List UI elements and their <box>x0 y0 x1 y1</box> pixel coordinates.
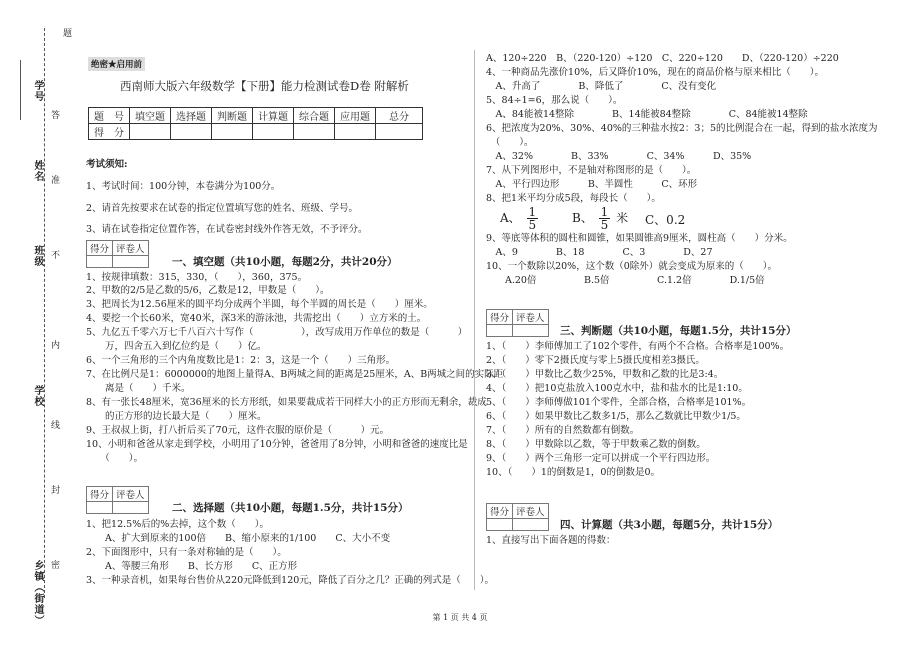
notice-item: 1、考试时间：100分钟，本卷满分为100分。 <box>86 181 281 192</box>
question-line: A、等腰三角形 B、长方形 C、正方形 <box>86 561 298 572</box>
question-line: 8、把1米平均分成5段，每段长（ ）。 <box>486 193 661 204</box>
fraction-denominator: 5 <box>528 218 537 232</box>
question-line: 4、一种商品先涨价10%，后又降价10%，现在的商品价格与原来相比（ ）。 <box>486 67 825 78</box>
question-line: 3、（ ）甲数比乙数少25%，甲数和乙数的比是3:4。 <box>486 369 724 380</box>
seal-dashed-line <box>44 28 45 598</box>
score-table-cell: 题 号 <box>89 108 130 124</box>
question-line: 2、甲数的2/5是乙数的5/6，乙数是12，甲数是（ ）。 <box>86 285 330 296</box>
seal-char: 不 <box>49 250 59 260</box>
margin-label-name: 姓名 <box>32 160 43 182</box>
question-line: 1、按规律填数：315，330，（ ），360，375。 <box>86 272 308 283</box>
score-table-cell: 选择题 <box>171 108 212 124</box>
grader-score-label: 得分 <box>487 504 513 519</box>
seal-char: 线 <box>49 420 59 430</box>
fraction <box>599 206 611 231</box>
question-line: 9、王叔叔上街，打八折后买了70元，这件衣服的原价是（ ）元。 <box>86 425 390 436</box>
grader-box <box>486 309 549 337</box>
margin-label-student-id: 学号 <box>32 80 43 102</box>
id-underline <box>20 60 21 120</box>
question-line: A、32% B、33% C、34% D、35% <box>486 151 752 162</box>
question-line: 3、把周长为12.56厘米的圆平均分成两个半圆，每个半圆的周长是（ ）厘米。 <box>86 299 433 310</box>
margin-label-school: 学校 <box>32 385 43 407</box>
question-line: 离是（ ）千米。 <box>86 383 191 394</box>
question-line: 2、（ ）零下2摄氏度与零上5摄氏度相差3摄氏。 <box>486 355 705 366</box>
question-line: 10、一个数除以20%，这个数（0除外）就会变成为原来的（ ）。 <box>486 261 777 272</box>
grader-reviewer-label: 评卷人 <box>113 241 149 256</box>
score-input-cell[interactable] <box>294 124 335 140</box>
section-4-title: 四、计算题（共3小题，每题5分，共计15分） <box>560 519 779 531</box>
question-line: 1、把12.5%后的%去掉，这个数（ ）。 <box>86 519 270 530</box>
section-3-title: 三、判断题（共10小题，每题1.5分，共计15分） <box>560 325 797 337</box>
grader-score-label: 得分 <box>87 487 113 502</box>
question-line: 5、84÷1=6，那么说（ ）。 <box>486 95 623 106</box>
question-line: 9、等底等体积的圆柱和圆锥，如果圆锥高9厘米，圆柱高（ ）分米。 <box>486 233 793 244</box>
fraction-numerator: 1 <box>600 205 609 219</box>
grader-score-cell[interactable] <box>487 325 513 337</box>
grader-reviewer-cell[interactable] <box>113 502 149 514</box>
question-line: 6、（ ）如果甲数比乙数多1/5，那么乙数就比甲数少1/5。 <box>486 411 746 422</box>
question-line: 4、（ ）把10克盐放入100克水中，盐和盐水的比是1:10。 <box>486 383 748 394</box>
q8-option-a-prefix: A、 <box>500 211 521 225</box>
score-table-cell: 计算题 <box>253 108 294 124</box>
question-line: A、升高了 B、降低了 C、没有变化 <box>486 81 717 92</box>
notice-heading: 考试须知: <box>86 159 128 170</box>
question-line: 7、在比例尺是1：6000000的地图上量得A、B两城之间的距离是25厘米，A、B两城之间的实际距 <box>86 369 504 380</box>
question-line: 5、九亿五千零六万七千八百六十写作（ ），改写成用万作单位的数是（ ） <box>86 327 468 338</box>
section-2-title: 二、选择题（共10小题，每题1.5分，共计15分） <box>172 502 409 514</box>
notice-item: 2、请首先按要求在试卷的指定位置填写您的姓名、班级、学号。 <box>86 203 359 214</box>
grader-reviewer-label: 评卷人 <box>513 504 549 519</box>
score-table <box>88 107 423 140</box>
seal-char: 准 <box>49 175 59 185</box>
score-input-cell[interactable] <box>376 124 423 140</box>
q8-option-b-prefix: B、 <box>572 211 593 225</box>
grader-score-cell[interactable] <box>487 519 513 531</box>
score-table-cell: 应用题 <box>335 108 376 124</box>
score-table-cell: 得 分 <box>89 124 130 140</box>
score-input-cell[interactable] <box>130 124 171 140</box>
grader-score-cell[interactable] <box>87 256 113 268</box>
fraction <box>527 206 539 231</box>
grader-reviewer-cell[interactable] <box>513 325 549 337</box>
question-line: 3、一种录音机，如果每台售价从220元降低到120元，降低了百分之几？正确的列式是（ ）。 <box>86 575 495 586</box>
grader-score-label: 得分 <box>87 241 113 256</box>
score-input-cell[interactable] <box>335 124 376 140</box>
grader-score-cell[interactable] <box>87 502 113 514</box>
question-line: 8、有一张长48厘米，宽36厘米的长方形纸，如果要裁成若干同样大小的正方形而无剩余，裁成 <box>86 397 487 408</box>
question-line: A、120÷220 B、（220-120）÷120 C、220÷120 D、（220-120）÷220 <box>486 53 839 64</box>
question-line: A、9 B、18 C、3 D、27 <box>486 247 713 258</box>
question-line: A、84能被14整除 B、14能被84整除 C、84能被14整除 <box>486 109 808 120</box>
question-line: 9、（ ）两个三角形一定可以拼成一个平行四边形。 <box>486 453 716 464</box>
question-line: 10、小明和爸爸从家走到学校，小明用了10分钟，爸爸用了8分钟，小明和爸爸的速度比是 <box>86 439 468 450</box>
score-table-cell: 总分 <box>376 108 423 124</box>
question-line: 10、（ ）1的倒数是1，0的倒数是0。 <box>486 467 661 478</box>
question-line: 7、从下列图形中，不是轴对称图形的是（ ）。 <box>486 165 697 176</box>
question-line: 2、下面图形中，只有一条对称轴的是（ ）。 <box>86 547 287 558</box>
question-line: （ ）。 <box>86 453 144 464</box>
score-input-cell[interactable] <box>253 124 294 140</box>
grader-box <box>486 503 549 531</box>
question-line: 1、直接写出下面各题的得数： <box>486 535 616 546</box>
score-table-cell: 填空题 <box>130 108 171 124</box>
question-line: A、扩大到原来的100倍 B、缩小原来的1/100 C、大小不变 <box>86 533 391 544</box>
score-table-cell: 判断题 <box>212 108 253 124</box>
exam-title: 西南师大版六年级数学【下册】能力检测试卷D卷 附解析 <box>120 79 409 93</box>
grader-reviewer-label: 评卷人 <box>513 310 549 325</box>
question-line: 6、一个三角形的三个内角度数比是1：2：3，这是一个（ ）三角形。 <box>86 355 396 366</box>
question-line: 5、（ ）李师傅做101个零件，全部合格，合格率是101%。 <box>486 397 752 408</box>
grader-reviewer-label: 评卷人 <box>113 487 149 502</box>
grader-reviewer-cell[interactable] <box>513 519 549 531</box>
question-line: 4、要挖一个长60米，宽40米，深3米的游泳池，共需挖出（ ）立方米的土。 <box>86 313 427 324</box>
grader-box <box>86 240 149 268</box>
score-table-score-row <box>89 124 423 140</box>
margin-label-class: 班级 <box>32 245 43 267</box>
score-table-cell: 综合题 <box>294 108 335 124</box>
grader-reviewer-cell[interactable] <box>113 256 149 268</box>
confidential-stamp: 绝密★启用前 <box>88 57 145 71</box>
q8-option-a <box>500 206 540 231</box>
question-line: 的正方形的边长最大是（ ）厘米。 <box>86 411 267 422</box>
score-input-cell[interactable] <box>171 124 212 140</box>
score-table-header-row <box>89 108 423 124</box>
question-line: A.20倍 B.5倍 C.1.2倍 D.1/5倍 <box>486 275 765 286</box>
seal-char: 封 <box>49 485 59 495</box>
margin-label-district: 乡镇（街道） <box>32 560 43 626</box>
fraction-numerator: 1 <box>528 205 537 219</box>
question-line: A、平行四边形 B、半圆性 C、环形 <box>486 179 698 190</box>
question-line: 万，四舍五入到亿位约是（ ）亿。 <box>86 341 267 352</box>
score-input-cell[interactable] <box>212 124 253 140</box>
question-line: 6、把浓度为20%、30%、40%的三种盐水按2：3；5的比例混合在一起，得到的盐水浓度为 <box>486 123 878 134</box>
question-line: （ ）。 <box>486 137 534 148</box>
margin-top-char: 题 <box>61 28 71 38</box>
seal-char: 密 <box>49 560 59 570</box>
seal-char: 内 <box>49 340 59 350</box>
q8-option-c: C、0.2 <box>645 213 686 227</box>
question-line: 1、（ ）李师傅加工了102个零件，有两个不合格。合格率是100%。 <box>486 341 790 352</box>
notice-item: 3、请在试卷指定位置作答，在试卷密封线外作答无效，不予评分。 <box>86 224 368 235</box>
q8-option-b <box>572 206 628 231</box>
seal-char: 答 <box>49 110 59 120</box>
question-line: 7、（ ）所有的自然数都有倒数。 <box>486 425 640 436</box>
question-line: 8、（ ）甲数除以乙数，等于甲数乘乙数的倒数。 <box>486 439 706 450</box>
page-footer: 第 1 页 共 4 页 <box>432 613 488 622</box>
grader-box <box>86 486 149 514</box>
grader-score-label: 得分 <box>487 310 513 325</box>
column-divider <box>474 50 475 590</box>
section-1-title: 一、填空题（共10小题，每题2分，共计20分） <box>172 256 398 268</box>
fraction-denominator: 5 <box>600 218 609 232</box>
q8-option-b-suffix: 米 <box>616 211 629 225</box>
